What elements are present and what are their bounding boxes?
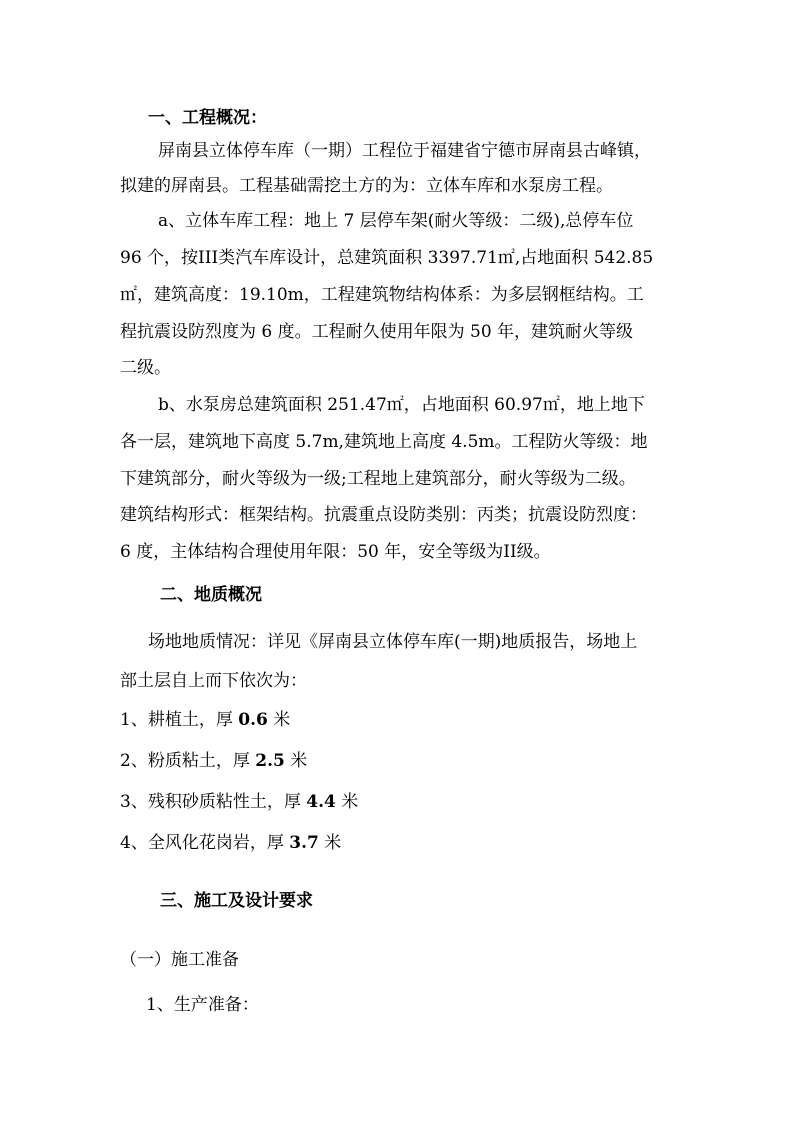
pump-house-paragraph-line: 各一层，建筑地下高度 5.7m,建筑地上高度 4.5m。工程防火等级：地 xyxy=(120,432,648,452)
overview-paragraph-line: 拟建的屏南县。工程基础需挖土方的为：立体车库和水泵房工程。 xyxy=(120,176,613,196)
soil-layer-item xyxy=(120,710,290,730)
soil-layer-unit: 米 xyxy=(290,751,308,771)
garage-paragraph-line: a、立体车库工程：地上 7 层停车架(耐火等级：二级),总停车位 xyxy=(158,211,634,231)
soil-layer-name: 全风化花岗岩，厚 xyxy=(147,833,284,853)
section-title-construction-requirements: 三、施工及设计要求 xyxy=(160,891,313,911)
soil-layer-number: 4、 xyxy=(120,833,148,853)
soil-layer-item xyxy=(120,792,358,812)
geology-paragraph-line: 部土层自上而下依次为： xyxy=(120,671,307,691)
soil-layer-unit: 米 xyxy=(324,833,342,853)
soil-layer-name: 残积砂质粘性土，厚 xyxy=(147,792,301,812)
pump-house-paragraph-line: b、水泵房总建筑面积 251.47㎡，占地面积 60.97㎡，地上地下 xyxy=(158,395,645,415)
overview-paragraph-line: 屏南县立体停车库（一期）工程位于福建省宁德市屏南县古峰镇， xyxy=(158,141,651,161)
soil-layer-unit: 米 xyxy=(273,710,291,730)
garage-paragraph-line: ㎡，建筑高度：19.10m，工程建筑物结构体系：为多层钢框结构。工 xyxy=(120,285,644,305)
soil-layer-name: 耕植土，厚 xyxy=(147,710,233,730)
geology-paragraph-line: 场地地质情况：详见《屏南县立体停车库(一期)地质报告，场地上 xyxy=(148,632,638,652)
soil-layer-number: 3、 xyxy=(120,792,148,812)
pump-house-paragraph-line: 下建筑部分，耐火等级为一级;工程地上建筑部分，耐火等级为二级。 xyxy=(120,469,636,489)
garage-paragraph-line: 96 个，按III类汽车库设计，总建筑面积 3397.71㎡,占地面积 542.85 xyxy=(120,248,654,268)
soil-layer-thickness: 3.7 xyxy=(289,833,319,853)
soil-layer-unit: 米 xyxy=(341,792,359,812)
soil-layer-item xyxy=(120,751,307,771)
pump-house-paragraph-line: 建筑结构形式：框架结构。抗震重点设防类别：丙类；抗震设防烈度： xyxy=(120,505,647,525)
soil-layer-thickness: 4.4 xyxy=(306,792,336,812)
soil-layer-number: 2、 xyxy=(120,751,148,771)
soil-layer-item xyxy=(120,833,341,853)
section-title-geology: 二、地质概况 xyxy=(160,585,262,605)
soil-layer-thickness: 0.6 xyxy=(238,710,268,730)
garage-paragraph-line: 程抗震设防烈度为 6 度。工程耐久使用年限为 50 年，建筑耐火等级 xyxy=(120,322,634,342)
soil-layer-name: 粉质粘土，厚 xyxy=(147,751,250,771)
pump-house-paragraph-line: 6 度，主体结构合理使用年限：50 年，安全等级为II级。 xyxy=(120,542,551,562)
garage-paragraph-line: 二级。 xyxy=(120,358,171,378)
section-title-project-overview: 一、工程概况： xyxy=(148,108,267,128)
subsection-title-preparation: （一）施工准备 xyxy=(120,950,239,970)
soil-layer-thickness: 2.5 xyxy=(255,751,285,771)
soil-layer-number: 1、 xyxy=(120,710,148,730)
item-production-preparation: 1、生产准备： xyxy=(146,995,259,1015)
